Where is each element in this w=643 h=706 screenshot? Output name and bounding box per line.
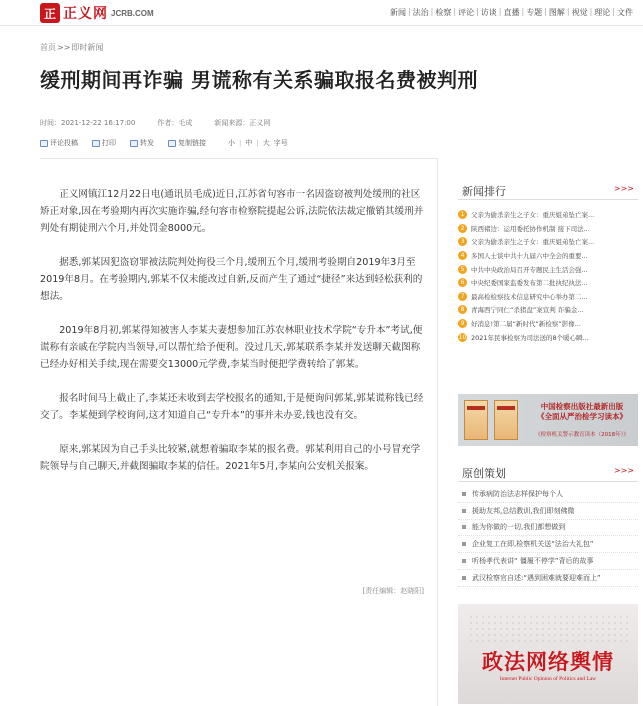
original-planning-header: [458, 462, 638, 482]
article-paragraph: 2019年8月初,郭某得知被害人李某夫妻想参加江苏农林职业技术学院“专升本”考试,便谎称有亲戚在学院内当领导,可以帮忙给予便利。没过几天,郭某联系李某并发送聊天截图称已经办好相关手续,现在需要交13000元学费,李某当时便把学费转给了郭某。: [40, 325, 423, 370]
copy-link-button[interactable]: 复制链接: [168, 138, 206, 148]
logo-mark-icon: 正: [40, 3, 60, 23]
comment-button[interactable]: 评论投稿: [40, 138, 78, 148]
list-item[interactable]: 4 多国人士谈中共十九届六中全会的重要...: [458, 249, 634, 263]
nav-item-topic[interactable]: 专题: [526, 8, 543, 17]
article-title: 缓刑期间再诈骗 男谎称有关系骗取报名费被判刑: [40, 68, 478, 92]
nav-item-theory[interactable]: 理论: [594, 8, 611, 17]
bullet-icon: [462, 559, 466, 563]
rank-number-icon: 5: [458, 265, 467, 274]
book-cover-icon: [494, 400, 518, 440]
list-item[interactable]: 援助友邦,总结教训,我们即刻佛微: [458, 503, 638, 520]
banner-pattern: [468, 614, 628, 642]
article-body: [40, 186, 426, 492]
nav-item-comment[interactable]: 评论: [458, 8, 475, 17]
original-planning-more-link[interactable]: >>>: [613, 466, 634, 475]
original-planning-list: [458, 486, 638, 587]
bullet-icon: [462, 542, 466, 546]
list-item[interactable]: 1 父亲为偷杀亲生之子女：重庆姐弟坠亡案...: [458, 208, 634, 222]
rank-number-icon: 4: [458, 251, 467, 260]
nav-item-procuratorate[interactable]: 检察: [435, 8, 452, 17]
nav-item-news[interactable]: 新闻: [389, 8, 406, 17]
book-promo-banner[interactable]: [458, 394, 638, 446]
list-item[interactable]: 能为你做的一切,我们都想做到: [458, 520, 638, 537]
nav-item-graphic[interactable]: 图解: [548, 8, 565, 17]
bullet-icon: [462, 525, 466, 529]
list-item[interactable]: 3 父亲为偷杀亲生之子女：重庆姐弟坠亡案...: [458, 235, 634, 249]
news-ranking-title: 新闻排行: [462, 185, 506, 198]
font-size-control: 小 | 中 | 大 字号: [228, 139, 288, 147]
public-opinion-banner[interactable]: [458, 604, 638, 704]
list-item[interactable]: 5 中共中央政治局召开专题民主生活会强...: [458, 262, 634, 276]
list-item[interactable]: 9 好消息!第二届“新时代”新检察”影像...: [458, 317, 634, 331]
responsible-editor: [责任编辑：赵晓阳]: [362, 587, 424, 595]
article-paragraph: 据悉,郭某因犯盗窃罪被法院判处拘役三个月,缓刑五个月,缓刑考验期自2019年3月至2019年8月。在考验期内,郭某不仅未能改过自新,反而产生了通过“捷径”来达到轻松获利的想法。: [40, 257, 423, 302]
logo-domain: JCRB.COM: [111, 8, 154, 18]
article-toolbar: [40, 138, 288, 148]
header-divider: [40, 158, 437, 159]
logo-text: 正义网: [63, 6, 108, 22]
rank-number-icon: 1: [458, 210, 467, 219]
banner-subtitle: 《检察机关警示教育读本（2018年）》: [535, 432, 629, 438]
column-divider: [437, 158, 438, 706]
article-time: 时间：2021-12-22 16:17:00: [40, 119, 136, 127]
top-bar: [0, 0, 643, 26]
public-opinion-banner-title: 政法网络舆情: [482, 650, 614, 674]
nav-item-law[interactable]: 法治: [412, 8, 429, 17]
bullet-icon: [462, 576, 466, 580]
article-paragraph: 正义网镇江12月22日电(通讯员毛成)近日,江苏省句容市一名因盗窃被判处缓刑的社区矫正对象,因在考验期内再次实施诈骗,经句容市检察院提起公诉,法院依法裁定撤销其缓刑并判处有期徒刑六个月,并处罚金8000元。: [40, 189, 424, 234]
list-item[interactable]: 传承病防治法志样保护每个人: [458, 486, 638, 503]
article-source: 新闻来源：正义网: [214, 119, 271, 127]
news-ranking-header: [458, 180, 638, 200]
link-icon: [168, 140, 176, 147]
top-nav: 新闻 | 法治 | 检察 | 评论 | 访谈 | 直播 | 专题 | 图解 | 视觉 | 理论 | 文件: [389, 7, 633, 17]
forward-button[interactable]: 转发: [130, 138, 154, 148]
breadcrumb: [40, 42, 104, 53]
bullet-icon: [462, 509, 466, 513]
list-item[interactable]: 2 陕西褚边：运用委托协作机制 接下司法...: [458, 222, 634, 236]
nav-item-interview[interactable]: 访谈: [480, 8, 497, 17]
print-button[interactable]: 打印: [92, 138, 116, 148]
list-item[interactable]: 武汉检察官自述:“遇到困难就要迎难而上”: [458, 570, 638, 587]
article-meta: [40, 118, 270, 128]
bullet-icon: [462, 492, 466, 496]
font-size-large[interactable]: 大: [262, 139, 270, 147]
rank-number-icon: 7: [458, 292, 467, 301]
font-size-label: 字号: [273, 139, 288, 147]
print-icon: [92, 140, 100, 147]
article-author: 作者：毛成: [157, 119, 193, 127]
list-item[interactable]: 企业复工在即,检察机关送“法治大礼包”: [458, 536, 638, 553]
list-item[interactable]: 7 最高检检察技术信息研究中心举办第二...: [458, 290, 634, 304]
site-logo[interactable]: [40, 2, 154, 24]
rank-number-icon: 3: [458, 237, 467, 246]
list-item[interactable]: 8 青海西宁同仁“杀猪盘”案宣判 诈骗金...: [458, 303, 634, 317]
breadcrumb-separator: >>: [57, 43, 71, 52]
list-item[interactable]: 6 中央纪委国家监委发布第二批执纪执法...: [458, 276, 634, 290]
list-item[interactable]: 听杨孝代表讲“ 僵履不停学”背后的故事: [458, 553, 638, 570]
rank-number-icon: 8: [458, 305, 467, 314]
public-opinion-banner-subtitle: Internet Public Opinion of Politics and Law: [499, 676, 597, 682]
rank-number-icon: 9: [458, 319, 467, 328]
original-planning-title: 原创策划: [462, 467, 506, 480]
rank-number-icon: 10: [458, 333, 467, 341]
font-size-small[interactable]: 小: [228, 139, 235, 147]
news-ranking-more-link[interactable]: >>>: [613, 184, 634, 193]
comment-icon: [40, 140, 48, 147]
nav-item-documents[interactable]: 文件: [617, 8, 633, 17]
banner-headline: 中国检察出版社最新出版 《全面从严治检学习读本》: [537, 402, 627, 421]
article-paragraph: 原来,郭某因为自己手头比较紧,就想着骗取李某的报名费。郭某利用自己的小号冒充学院领导与自己聊天,并截图骗取李某的信任。2021年5月,李某向公安机关报案。: [40, 444, 421, 472]
rank-number-icon: 2: [458, 224, 467, 233]
forward-icon: [130, 140, 138, 147]
news-ranking-list: [458, 208, 634, 344]
rank-number-icon: 6: [458, 278, 467, 287]
nav-item-live[interactable]: 直播: [503, 8, 520, 17]
font-size-medium[interactable]: 中: [245, 139, 253, 147]
book-cover-icon: [464, 400, 488, 440]
breadcrumb-current[interactable]: 即时新闻: [71, 43, 104, 52]
article-paragraph: 报名时间马上截止了,李某还未收到去学校报名的通知,于是便询问郭某,郭某谎称钱已经交了。李某便到学校询问,这才知道自己“专升本”的事并未办妥,钱也没有交。: [40, 393, 424, 421]
nav-item-visual[interactable]: 视觉: [571, 8, 588, 17]
breadcrumb-home[interactable]: 首页: [40, 43, 56, 52]
list-item[interactable]: 10 2021年民事检察为司法送的8个暖心瞬...: [458, 333, 589, 342]
